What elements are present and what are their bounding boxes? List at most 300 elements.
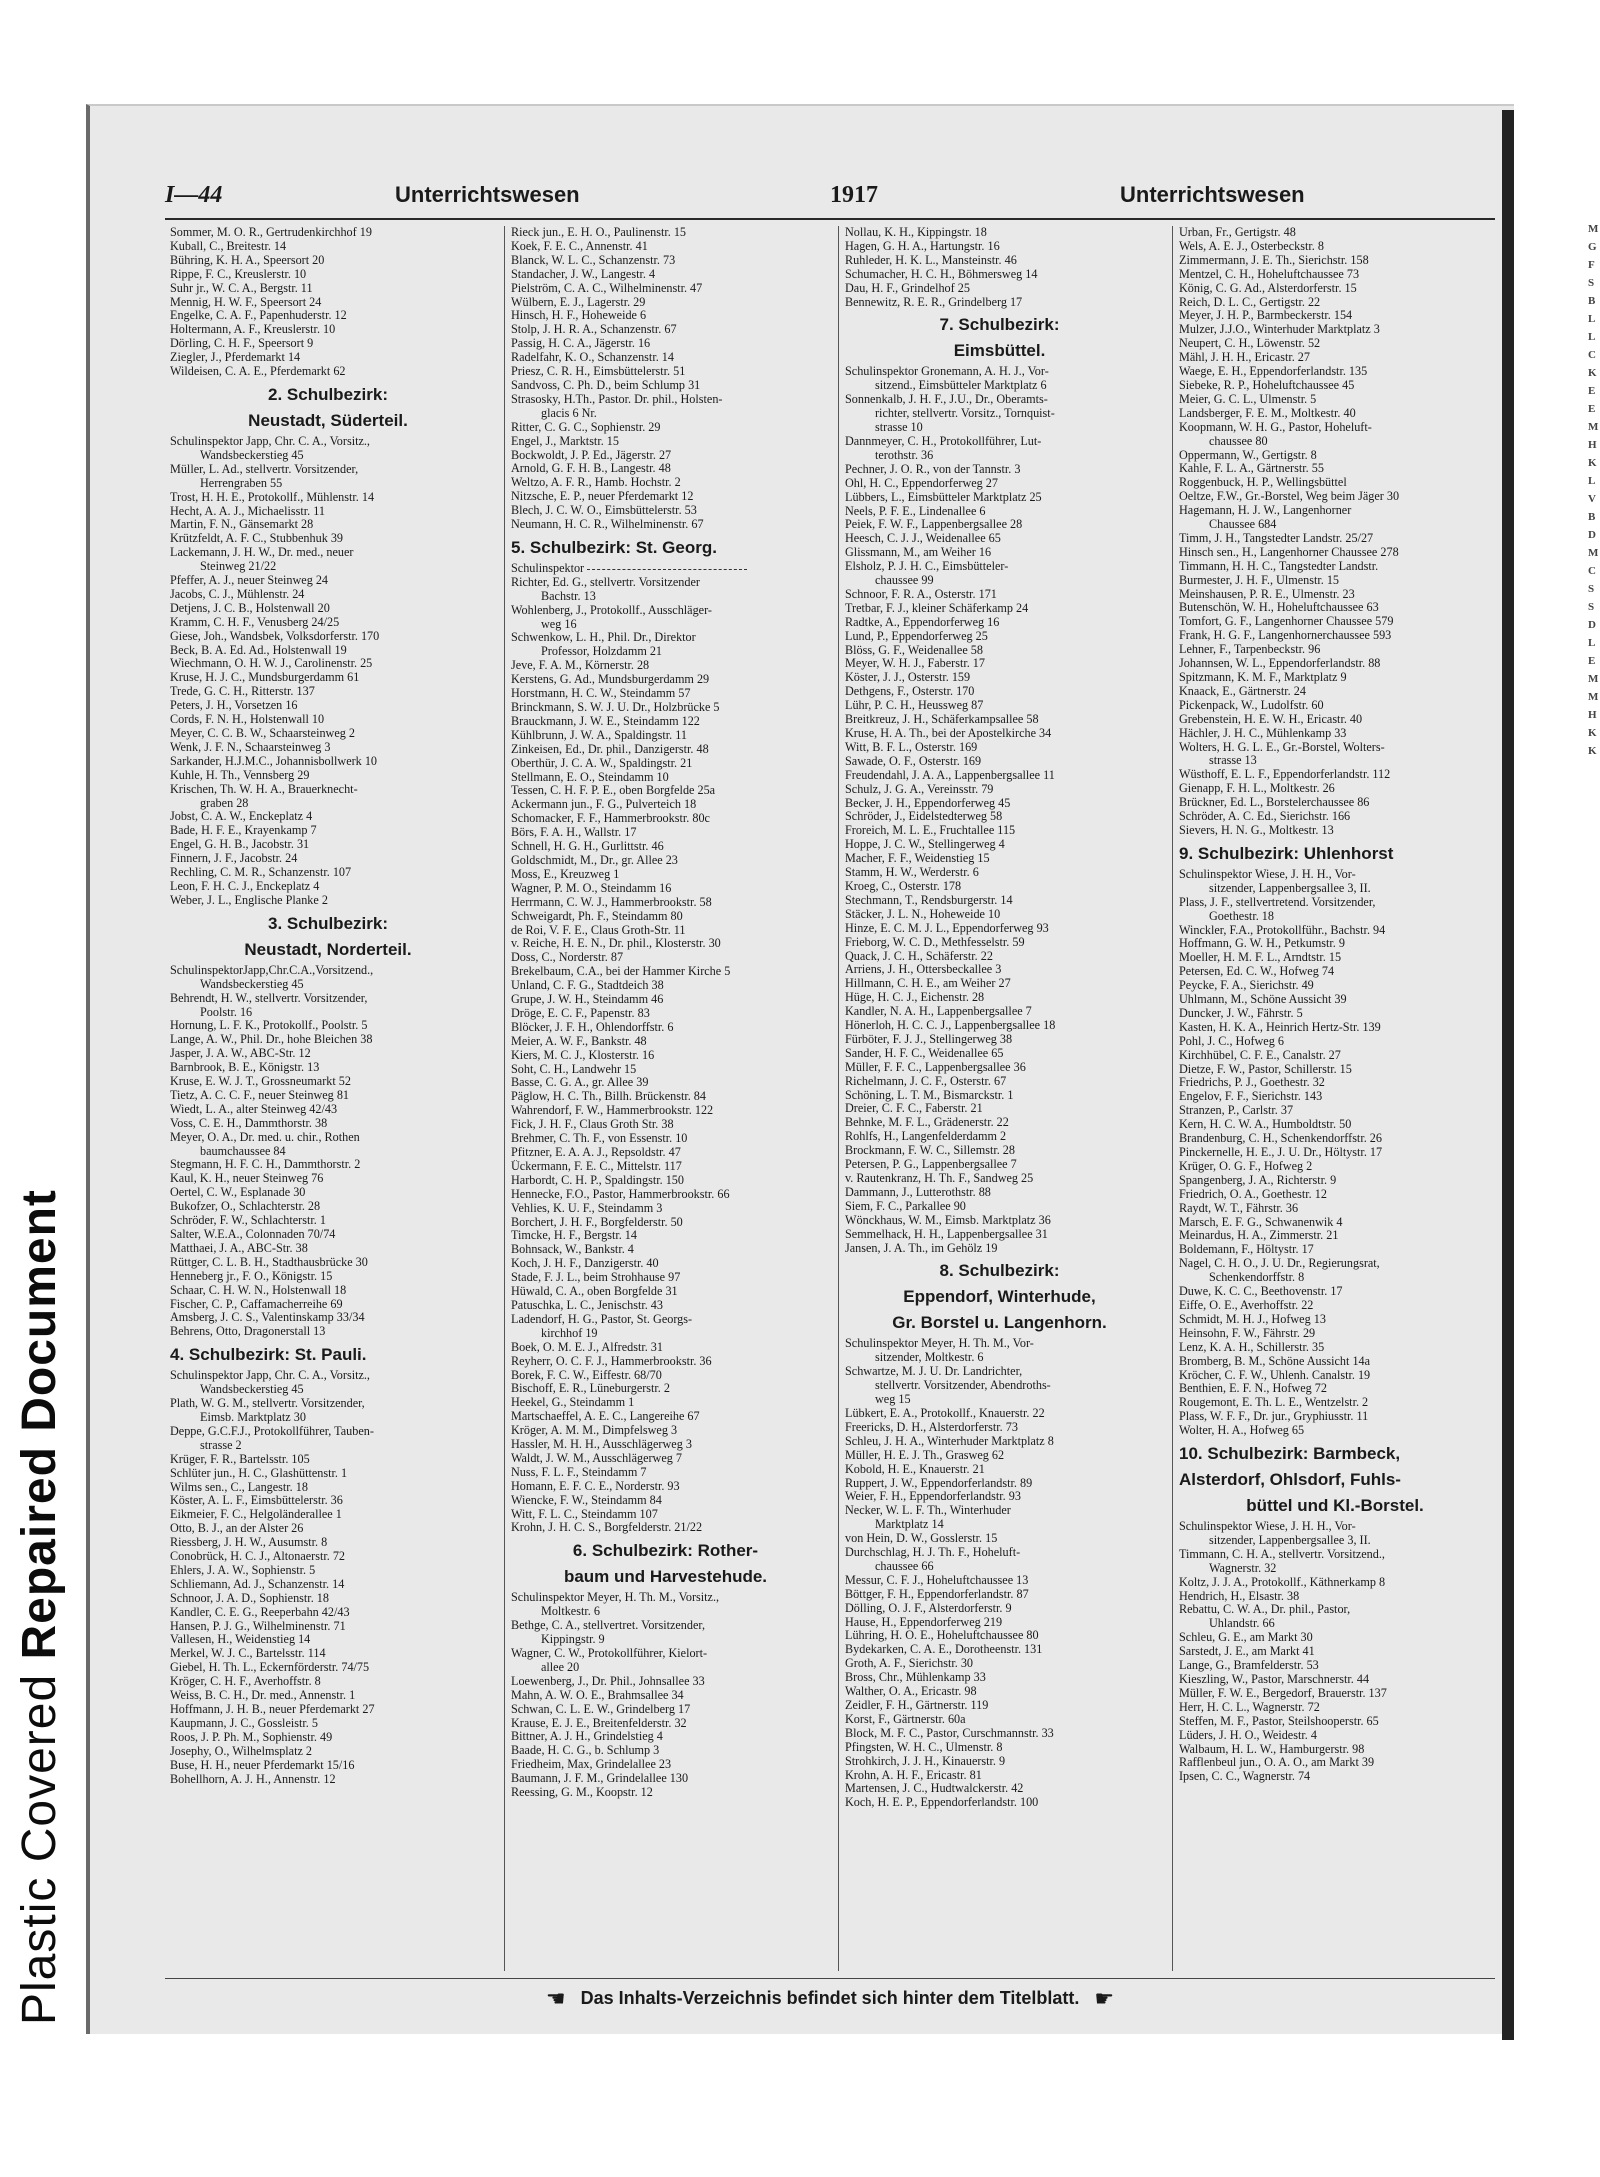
facing-page-sliver: M G F S B L L C K E E M H K L V B D M C S S D L E M M H K K bbox=[1588, 223, 1599, 757]
directory-entry: Kahle, F. L. A., Gärtnerstr. 55 bbox=[1179, 462, 1324, 476]
district-heading: baum und Harvestehude. bbox=[563, 1567, 768, 1587]
directory-entry: Friedrichs, P. J., Goethestr. 32 bbox=[1179, 1076, 1325, 1090]
directory-entry: Bross, Chr., Mühlenkamp 33 bbox=[845, 1671, 986, 1685]
directory-entry: Duwe, K. C. C., Beethovenstr. 17 bbox=[1179, 1285, 1343, 1299]
directory-entry: Soht, C. H., Landwehr 15 bbox=[511, 1062, 637, 1076]
directory-entry-continuation: terothstr. 36 bbox=[875, 448, 934, 462]
directory-entry: Schnoor, J. A. D., Sophienstr. 18 bbox=[170, 1591, 329, 1605]
directory-entry: Urban, Fr., Gertigstr. 48 bbox=[1179, 226, 1296, 239]
directory-entry: Trost, H. H. E., Protokollf., Mühlenstr. 14 bbox=[170, 490, 375, 504]
district-heading: Alsterdorf, Ohlsdorf, Fuhls- bbox=[1179, 1470, 1401, 1490]
page-header bbox=[165, 178, 1495, 220]
directory-entry: Peiek, F. W. F., Lappenbergsallee 28 bbox=[845, 518, 1023, 532]
directory-entry: Schulinspektor Meyer, H. Th. M., Vor- bbox=[845, 1337, 1034, 1351]
directory-entry: Sievers, H. N. G., Moltkestr. 13 bbox=[1179, 823, 1334, 837]
directory-entry: Voss, C. E. H., Dammthorstr. 38 bbox=[170, 1116, 328, 1130]
directory-entry: Dietze, F. W., Pastor, Schillerstr. 15 bbox=[1179, 1062, 1352, 1076]
directory-entry: Wüsthoff, E. L. F., Eppendorferlandstr. 112 bbox=[1179, 768, 1391, 782]
directory-entry-continuation: sitzend., Eimsbütteler Marktplatz 6 bbox=[875, 379, 1047, 393]
directory-entry: Rippe, F. C., Kreuslerstr. 10 bbox=[170, 267, 307, 281]
directory-entry: Koch, H. E. P., Eppendorferlandstr. 100 bbox=[845, 1796, 1039, 1810]
directory-entry: Dau, H. F., Grindelhof 25 bbox=[845, 281, 970, 295]
directory-entry: Mentzel, C. H., Hoheluftchaussee 73 bbox=[1179, 267, 1360, 281]
directory-entry: Barnbrook, B. E., Königstr. 13 bbox=[170, 1061, 320, 1075]
district-heading: 4. Schulbezirk: St. Pauli. bbox=[170, 1345, 367, 1365]
directory-entry: Frank, H. G. F., Langenhornerchaussee 593 bbox=[1179, 629, 1392, 643]
district-heading: Eppendorf, Winterhude, bbox=[903, 1287, 1096, 1307]
directory-entry: Dröge, E. C. F., Papenstr. 83 bbox=[511, 1006, 650, 1020]
directory-entry: Witt, B. F. L., Osterstr. 169 bbox=[845, 740, 978, 754]
directory-entry: Köster, A. L. F., Eimsbüttelerstr. 36 bbox=[170, 1494, 343, 1508]
directory-entry: Schulinspektor Japp, Chr. C. A., Vorsitz., bbox=[170, 434, 370, 448]
directory-entry: Salter, W.E.A., Colonnaden 70/74 bbox=[170, 1228, 336, 1241]
directory-entry: Brehmer, C. Th. F., von Essenstr. 10 bbox=[511, 1132, 688, 1146]
directory-entry: Schliemann, Ad. J., Schanzenstr. 14 bbox=[170, 1577, 345, 1591]
directory-entry: Schnoor, F. R. A., Osterstr. 171 bbox=[845, 587, 997, 601]
directory-entry: Durchschlag, H. J. Th. F., Hoheluft- bbox=[845, 1546, 1021, 1560]
directory-entry: Schulinspektor Meyer, H. Th. M., Vorsitz., bbox=[511, 1591, 720, 1605]
directory-entry-continuation: baumchaussee 84 bbox=[200, 1144, 286, 1158]
directory-entry: Lange, G., Bramfelderstr. 53 bbox=[1179, 1659, 1319, 1673]
district-heading: Neustadt, Süderteil. bbox=[248, 410, 408, 430]
directory-entry: Rebattu, C. W. A., Dr. phil., Pastor, bbox=[1179, 1603, 1351, 1617]
directory-entry: Lehner, F., Tarpenbeckstr. 96 bbox=[1179, 643, 1321, 657]
directory-entry: Engelov, F. F., Sierichstr. 143 bbox=[1179, 1090, 1323, 1104]
directory-entry: Brauckmann, J. W. E., Steindamm 122 bbox=[511, 714, 700, 728]
directory-entry: Oberthür, J. C. A. W., Spaldingstr. 21 bbox=[511, 756, 693, 770]
directory-entry-continuation: strasse 13 bbox=[1209, 754, 1257, 768]
directory-entry: Loewenberg, J., Dr. Phil., Johnsallee 33 bbox=[511, 1674, 705, 1688]
directory-entry: Spangenberg, J. A., Richterstr. 9 bbox=[1179, 1173, 1337, 1187]
directory-entry: Sarkander, H.J.M.C., Johannisbollwerk 10 bbox=[170, 754, 378, 768]
directory-entry: Detjens, J. C. B., Holstenwall 20 bbox=[170, 601, 330, 615]
directory-entry: Wildeisen, C. A. E., Pferdemarkt 62 bbox=[170, 365, 346, 379]
directory-entry: Heinsohn, F. W., Fährstr. 29 bbox=[1179, 1326, 1316, 1340]
directory-entry: Riessberg, J. H. W., Ausumstr. 8 bbox=[170, 1536, 328, 1550]
directory-entry: Schröder, A. C. Ed., Sierichstr. 166 bbox=[1179, 810, 1351, 824]
directory-entry: Kröcher, C. F. W., Uhlenh. Canalstr. 19 bbox=[1179, 1368, 1371, 1382]
district-heading: Eimsbüttel. bbox=[953, 341, 1046, 361]
directory-entry: Fürböter, F. J. J., Stellingerweg 38 bbox=[845, 1032, 1013, 1046]
directory-entry: Tietz, A. C. C. F., neuer Steinweg 81 bbox=[170, 1088, 350, 1102]
directory-entry: Ruhleder, H. K. L., Mansteinstr. 46 bbox=[845, 253, 1017, 267]
directory-entry: Stechmann, T., Rendsburgerstr. 14 bbox=[845, 893, 1013, 907]
directory-entry: Reyherr, O. C. F. J., Hammerbrookstr. 36 bbox=[511, 1354, 712, 1368]
directory-entry: Rieck jun., E. H. O., Paulinenstr. 15 bbox=[511, 226, 687, 239]
directory-entry-continuation: chaussee 80 bbox=[1209, 434, 1268, 448]
header-year: 1917 bbox=[830, 182, 878, 208]
directory-entry: Kandler, N. A. H., Lappenbergsallee 7 bbox=[845, 1005, 1032, 1019]
directory-entry: Hoppe, J. C. W., Stellingerweg 4 bbox=[845, 838, 1005, 852]
directory-entry: Eiffe, O. E., Averhoffstr. 22 bbox=[1179, 1298, 1314, 1312]
directory-entry: Krohn, A. H. F., Ericastr. 81 bbox=[845, 1768, 982, 1782]
directory-entry: Elsholz, P. J. H. C., Eimsbütteler- bbox=[845, 560, 1009, 574]
directory-entry: Kroeg, C., Osterstr. 178 bbox=[845, 879, 962, 893]
directory-entry: Eikmeier, F. C., Helgoländerallee 1 bbox=[170, 1508, 342, 1522]
directory-entry: Bohellhorn, A. J. H., Annenstr. 12 bbox=[170, 1772, 336, 1786]
directory-entry: Roos, J. P. Ph. M., Sophienstr. 49 bbox=[170, 1730, 333, 1744]
directory-entry: Schleu, J. H. A., Winterhuder Marktplatz 8 bbox=[845, 1434, 1054, 1448]
directory-entry: Lackemann, J. H. W., Dr. med., neuer bbox=[170, 546, 354, 560]
directory-entry: Arnold, G. F. H. B., Langestr. 48 bbox=[511, 462, 671, 476]
directory-entry: Kaul, K. H., neuer Steinweg 76 bbox=[170, 1172, 324, 1186]
directory-entry: Merkel, W. J. C., Bartelsstr. 114 bbox=[170, 1647, 326, 1661]
directory-entry: Dammann, J., Lutterothstr. 88 bbox=[845, 1185, 991, 1199]
directory-entry: Wenk, J. F. N., Schaarsteinweg 3 bbox=[170, 740, 331, 754]
repaired-document-stamp bbox=[10, 625, 70, 2025]
directory-entry-continuation: graben 28 bbox=[200, 796, 249, 810]
directory-entry: Schulinspektor Wiese, J. H. H., Vor- bbox=[1179, 1520, 1356, 1534]
directory-entry: Kramm, C. H. F., Venusberg 24/25 bbox=[170, 615, 340, 629]
directory-entry: Stäcker, J. L. N., Hoheweide 10 bbox=[845, 907, 1001, 921]
directory-entry: Rohlfs, H., Langenfelderdamm 2 bbox=[845, 1130, 1007, 1144]
directory-entry-continuation: allee 20 bbox=[541, 1660, 580, 1674]
directory-entry: Blanck, W. L. C., Schanzenstr. 73 bbox=[511, 253, 676, 267]
directory-entry: Müller, L. Ad., stellvertr. Vorsitzender, bbox=[170, 462, 359, 476]
directory-entry: Deppe, G.C.F.J., Protokollführer, Tauben- bbox=[170, 1424, 374, 1438]
directory-entry: Butenschön, W. H., Hoheluftchaussee 63 bbox=[1179, 601, 1379, 615]
directory-entry: Lühring, H. O. E., Hoheluftchaussee 80 bbox=[845, 1629, 1039, 1643]
directory-entry: Koek, F. E. C., Annenstr. 41 bbox=[511, 239, 648, 253]
directory-entry: Ritter, C. G. C., Sophienstr. 29 bbox=[511, 420, 661, 434]
directory-entry: Meyer, J. H. P., Barmbeckerstr. 154 bbox=[1179, 309, 1353, 323]
directory-entry: Gienapp, F. H. L., Moltkestr. 26 bbox=[1179, 782, 1335, 796]
directory-entry: Jeve, F. A. M., Körnerstr. 28 bbox=[511, 659, 650, 673]
scanned-page bbox=[86, 104, 1514, 2034]
directory-entry: Schaar, C. H. W. N., Holstenwall 18 bbox=[170, 1283, 347, 1297]
directory-entry: Blech, J. C. W. O., Eimsbüttelerstr. 53 bbox=[511, 504, 697, 518]
directory-entry: Radtke, A., Eppendorferweg 16 bbox=[845, 615, 1000, 629]
directory-entry: Bromberg, B. M., Schöne Aussicht 14a bbox=[1179, 1354, 1371, 1368]
directory-entry: Boldemann, F., Höltystr. 17 bbox=[1179, 1243, 1314, 1257]
directory-entry: Bukofzer, O., Schlachterstr. 28 bbox=[170, 1200, 321, 1214]
directory-entry: Zeidler, F. H., Gärtnerstr. 119 bbox=[845, 1699, 989, 1712]
directory-entry: Giebel, H. Th. L., Eckernförderstr. 74/75 bbox=[170, 1661, 370, 1675]
directory-entry: Oppermann, W., Gertigstr. 8 bbox=[1179, 448, 1317, 462]
directory-entry: Hinze, E. C. M. J. L., Eppendorferweg 93 bbox=[845, 921, 1049, 935]
directory-entry: Neels, P. F. E., Lindenallee 6 bbox=[845, 504, 986, 518]
directory-entry: Schnell, H. G. H., Gurlittstr. 46 bbox=[511, 840, 664, 854]
directory-entry: Arriens, J. H., Ottersbeckallee 3 bbox=[845, 963, 1002, 977]
directory-entry: Schröder, F. W., Schlachterstr. 1 bbox=[170, 1214, 326, 1228]
directory-entry: Nollau, K. H., Kippingstr. 18 bbox=[845, 226, 987, 239]
directory-entry: Lange, A. W., Phil. Dr., hohe Bleichen 38 bbox=[170, 1033, 373, 1047]
directory-entry: Ehlers, J. A. W., Sophienstr. 5 bbox=[170, 1563, 316, 1577]
directory-entry: Fick, J. H. F., Claus Groth Str. 38 bbox=[511, 1118, 674, 1132]
directory-entry: Reich, D. L. C., Gertigstr. 22 bbox=[1179, 295, 1321, 309]
directory-entry: Stegmann, H. F. C. H., Dammthorstr. 2 bbox=[170, 1158, 361, 1172]
directory-entry: Weier, F. H., Eppendorferlandstr. 93 bbox=[845, 1490, 1021, 1504]
directory-entry: Pfeffer, A. J., neuer Steinweg 24 bbox=[170, 574, 329, 588]
directory-entry: Raydt, W. T., Fährstr. 36 bbox=[1179, 1201, 1299, 1215]
directory-entry: Petersen, P. G., Lappenbergsallee 7 bbox=[845, 1158, 1017, 1172]
directory-entry: Hennecke, F.O., Pastor, Hammerbrookstr. 66 bbox=[511, 1187, 730, 1201]
directory-entry: Horstmann, H. C. W., Steindamm 57 bbox=[511, 687, 691, 701]
directory-entry-continuation: chaussee 99 bbox=[875, 574, 934, 588]
page-number: I—44 bbox=[165, 182, 223, 208]
directory-entry: Henneberg jr., F. O., Königstr. 15 bbox=[170, 1269, 333, 1283]
directory-entry: Blöcker, J. F. H., Ohlendorffstr. 6 bbox=[511, 1020, 674, 1034]
directory-entry: Müller, F. F. C., Lappenbergsallee 36 bbox=[845, 1060, 1026, 1074]
directory-entry: Schlüter jun., H. C., Glashüttenstr. 1 bbox=[170, 1466, 348, 1480]
directory-entry: Lund, P., Eppendorferweg 25 bbox=[845, 629, 988, 643]
directory-entry: Homann, E. F. C. E., Norderstr. 93 bbox=[511, 1479, 680, 1493]
directory-entry: Wagner, C. W., Protokollführer, Kielort- bbox=[511, 1647, 708, 1660]
directory-entry: Dannmeyer, C. H., Protokollführer, Lut- bbox=[845, 434, 1042, 448]
directory-entry: Hüwald, C. A., oben Borgfelde 31 bbox=[511, 1285, 678, 1299]
directory-entry: Ruppert, J. W., Eppendorferlandstr. 89 bbox=[845, 1476, 1033, 1490]
directory-entry: Steffen, M. F., Pastor, Steilshooperstr. 65 bbox=[1179, 1714, 1379, 1728]
directory-entry: Jacobs, C. J., Mühlenstr. 24 bbox=[170, 587, 305, 601]
directory-entry: Walther, O. A., Ericastr. 98 bbox=[845, 1685, 977, 1699]
directory-entry: Freericks, D. H., Alsterdorferstr. 73 bbox=[845, 1420, 1018, 1434]
stamp-bold: Repaired Document bbox=[13, 1189, 66, 1660]
directory-entry: Hagemann, H. J. W., Langenhorner bbox=[1179, 504, 1352, 518]
directory-entry: Timmann, H. H. C., Tangstedter Landstr. bbox=[1179, 559, 1379, 573]
directory-entry: Richter, Ed. G., stellvertr. Vorsitzender bbox=[511, 575, 700, 589]
page-footer bbox=[165, 1978, 1495, 2013]
directory-entry: Mähl, J. H. H., Ericastr. 27 bbox=[1179, 351, 1310, 365]
directory-entry: Kuball, C., Breitestr. 14 bbox=[170, 239, 287, 253]
directory-entry: Neupert, C. H., Löwenstr. 52 bbox=[1179, 337, 1321, 351]
directory-entry: Hecht, A. A. J., Michaelisstr. 11 bbox=[170, 504, 325, 518]
directory-entry: Hoffmann, G. W. H., Petkumstr. 9 bbox=[1179, 937, 1345, 951]
directory-entry: Petersen, Ed. C. W., Hofweg 74 bbox=[1179, 965, 1335, 979]
directory-entry: Schröder, J., Eidelstedterweg 58 bbox=[845, 810, 1003, 824]
directory-entry: Ackermann jun., F. G., Pulverteich 18 bbox=[511, 798, 697, 812]
directory-entry: Wels, A. E. J., Osterbeckstr. 8 bbox=[1179, 239, 1324, 253]
directory-entry: Behnke, M. F. L., Grädenerstr. 22 bbox=[845, 1116, 1009, 1130]
directory-entry: Pfingsten, W. H. C., Ulmenstr. 8 bbox=[845, 1740, 1003, 1754]
directory-entry: Leon, F. H. C. J., Enckeplatz 4 bbox=[170, 879, 320, 893]
directory-entry: Block, M. F. C., Pastor, Curschmannstr. 33 bbox=[845, 1726, 1054, 1740]
directory-entry: Goldschmidt, M., Dr., gr. Allee 23 bbox=[511, 853, 678, 867]
directory-entry: Heesch, C. J. J., Weidenallee 65 bbox=[845, 532, 1001, 546]
district-heading: 3. Schulbezirk: bbox=[268, 913, 388, 933]
directory-entry: Ückermann, F. E. C., Mittelstr. 117 bbox=[511, 1159, 682, 1173]
directory-entry-continuation: Bachstr. 13 bbox=[541, 589, 596, 603]
directory-entry: Engel, J., Marktstr. 15 bbox=[511, 434, 619, 448]
directory-entry: Lenz, K. A. H., Schillerstr. 35 bbox=[1179, 1340, 1325, 1354]
directory-entry: Tessen, C. H. F. P. E., oben Borgfelde 25a bbox=[511, 784, 716, 798]
pointing-hand-icon: ☛ bbox=[1094, 1986, 1115, 2012]
directory-entry: Meyer, O. A., Dr. med. u. chir., Rothen bbox=[170, 1130, 360, 1144]
directory-entry: Lühr, P. C. H., Heussweg 87 bbox=[845, 699, 984, 713]
directory-entry: Weber, J. L., Englische Planke 2 bbox=[170, 893, 328, 907]
directory-entry: Glissmann, M., am Weiher 16 bbox=[845, 546, 992, 560]
column-1 bbox=[170, 226, 490, 1971]
directory-entry: Basse, C. G. A., gr. Allee 39 bbox=[511, 1076, 649, 1090]
directory-entry: Froreich, M. L. E., Fruchtallee 115 bbox=[845, 824, 1016, 838]
directory-entry-continuation: glacis 6 Nr. bbox=[541, 406, 597, 420]
directory-entry: Schwan, C. L. E. W., Grindelberg 17 bbox=[511, 1702, 691, 1716]
directory-entry: Passig, H. C. A., Jägerstr. 16 bbox=[511, 337, 651, 351]
directory-entry: Brockmann, F. W. C., Sillemstr. 28 bbox=[845, 1144, 1015, 1158]
directory-entry: Wagner, P. M. O., Steindamm 16 bbox=[511, 881, 672, 895]
directory-entry: Päglow, H. C. Th., Billh. Brückenstr. 84 bbox=[511, 1090, 706, 1104]
directory-entry: Zinkeisen, Ed., Dr. phil., Danzigerstr. 48 bbox=[511, 742, 709, 756]
directory-entry: Borek, F. C. W., Eiffestr. 68/70 bbox=[511, 1368, 662, 1382]
directory-entry: Bydekarken, C. A. E., Dorotheenstr. 131 bbox=[845, 1643, 1043, 1657]
directory-entry-continuation: strasse 10 bbox=[875, 421, 923, 435]
directory-entry: Koltz, J. J. A., Protokollf., Käthnerkamp 8 bbox=[1179, 1575, 1386, 1589]
directory-entry-continuation: Kippingstr. 9 bbox=[541, 1633, 605, 1647]
directory-entry: Ipsen, C. C., Wagnerstr. 74 bbox=[1179, 1770, 1311, 1784]
directory-entry: Plath, W. G. M., stellvertr. Vorsitzender, bbox=[170, 1397, 365, 1411]
directory-entry: Meier, A. W. F., Bankstr. 48 bbox=[511, 1034, 647, 1048]
page-right-edge bbox=[1502, 110, 1514, 2040]
directory-entry: Peters, J. H., Vorsetzen 16 bbox=[170, 699, 298, 713]
directory-entry: Witt, F. L. C., Steindamm 107 bbox=[511, 1507, 658, 1521]
directory-entry: Lübkert, E. A., Protokollf., Knauerstr. 22 bbox=[845, 1406, 1045, 1420]
directory-entry: Mahn, A. W. O. E., Brahmsallee 34 bbox=[511, 1688, 684, 1702]
directory-entry: Marsch, E. F. G., Schwanenwik 4 bbox=[1179, 1215, 1343, 1229]
directory-entry: Richelmann, J. C. F., Osterstr. 67 bbox=[845, 1074, 1007, 1088]
directory-entry: Sawade, O. F., Osterstr. 169 bbox=[845, 754, 982, 768]
directory-entry: Kirchhübel, C. F. E., Canalstr. 27 bbox=[1179, 1048, 1341, 1062]
directory-entry: Kandler, C. E. G., Reeperbahn 42/43 bbox=[170, 1605, 350, 1619]
directory-entry: Giese, Joh., Wandsbek, Volksdorferstr. 170 bbox=[170, 629, 380, 643]
directory-entry: Borchert, J. H. F., Borgfelderstr. 50 bbox=[511, 1215, 683, 1229]
directory-entry: Timmann, C. H. A., stellvertr. Vorsitzend., bbox=[1179, 1547, 1385, 1561]
directory-entry: v. Reiche, H. E. N., Dr. phil., Klosterstr. 30 bbox=[511, 937, 721, 951]
district-heading: 7. Schulbezirk: bbox=[939, 315, 1060, 335]
directory-entry: Moeller, H. M. F. L., Arndtstr. 15 bbox=[1179, 951, 1342, 965]
district-heading: 9. Schulbezirk: Uhlenhorst bbox=[1179, 843, 1394, 863]
district-heading: 2. Schulbezirk: bbox=[268, 384, 388, 404]
directory-entry: Priesz, C. R. H., Eimsbüttelerstr. 51 bbox=[511, 365, 686, 379]
directory-entry-continuation: weg 16 bbox=[541, 617, 577, 631]
directory-entry: Lüders, J. H. O., Weidestr. 4 bbox=[1179, 1728, 1317, 1742]
directory-entry: Schulinspektor bbox=[511, 562, 820, 576]
directory-entry-continuation: sitzender, Lappenbergsallee 3, II. bbox=[1209, 1533, 1371, 1547]
directory-entry: Hassler, M. H. H., Ausschlägerweg 3 bbox=[511, 1438, 692, 1452]
directory-entry: Bockwoldt, J. P. Ed., Jägerstr. 27 bbox=[511, 448, 672, 462]
district-heading: 8. Schulbezirk: bbox=[939, 1261, 1060, 1281]
directory-entry: Schwenkow, L. H., Phil. Dr., Direktor bbox=[511, 631, 696, 645]
directory-entry-continuation: stellvertr. Vorsitzender, Abendroths- bbox=[875, 1379, 1051, 1393]
directory-entry: Freudendahl, J. A. A., Lappenbergsallee 11 bbox=[845, 768, 1055, 782]
directory-entry: Sonnenkalb, J. H. F., J.U., Dr., Oberamts- bbox=[845, 393, 1048, 407]
directory-entry-continuation: weg 15 bbox=[875, 1393, 911, 1407]
header-left-title: Unterrichtswesen bbox=[395, 182, 580, 207]
directory-entry: Moss, E., Kreuzweg 1 bbox=[511, 867, 620, 881]
directory-entry: Bennewitz, R. E. R., Grindelberg 17 bbox=[845, 295, 1023, 309]
directory-entry: Holtermann, A. F., Kreuslerstr. 10 bbox=[170, 323, 336, 337]
directory-entry: Krischen, Th. W. H. A., Brauerknecht- bbox=[170, 782, 358, 796]
directory-entry: Meier, G. C. L., Ulmenstr. 5 bbox=[1179, 392, 1317, 406]
column-2 bbox=[504, 226, 824, 1971]
directory-entry: Schwartze, M. J. U. Dr. Landrichter, bbox=[845, 1365, 1023, 1379]
directory-entry: Suhr jr., W. C. A., Bergstr. 11 bbox=[170, 281, 313, 295]
directory-entry: Martensen, J. C., Hudtwalckerstr. 42 bbox=[845, 1782, 1024, 1796]
directory-entry: Beck, B. A. Ed. Ad., Holstenwall 19 bbox=[170, 643, 347, 657]
district-heading: 6. Schulbezirk: Rother- bbox=[572, 1541, 759, 1561]
directory-entry: Schomacker, F. F., Hammerbrookstr. 80c bbox=[511, 812, 710, 826]
directory-entry: Standacher, J. W., Langestr. 4 bbox=[511, 267, 656, 281]
directory-entry: Ohl, H. C., Eppendorferweg 27 bbox=[845, 476, 998, 490]
directory-entry: Wahrendorf, F. W., Hammerbrookstr. 122 bbox=[511, 1104, 714, 1118]
directory-entry: Plass, J. F., stellvertretend. Vorsitzender, bbox=[1179, 895, 1376, 909]
directory-entry: Oeltze, F.W., Gr.-Borstel, Weg beim Jäger 30 bbox=[1179, 490, 1400, 504]
directory-entry-continuation: Professor, Holzdamm 21 bbox=[541, 645, 663, 659]
directory-entry: von Hein, D. W., Gosslerstr. 15 bbox=[845, 1532, 998, 1546]
column-3 bbox=[838, 226, 1158, 1971]
directory-entry: Friedrich, O. A., Goethestr. 12 bbox=[1179, 1187, 1327, 1201]
directory-entry: Ladendorf, H. G., Pastor, St. Georgs- bbox=[511, 1312, 693, 1326]
directory-entry-continuation: Eimsb. Marktplatz 30 bbox=[200, 1410, 306, 1424]
directory-entry: Strohkirch, J. J. H., Kinauerstr. 9 bbox=[845, 1754, 1006, 1768]
directory-entry: Grupe, J. W. H., Steindamm 46 bbox=[511, 993, 664, 1007]
directory-entry: Herr, H. C. L., Wagnerstr. 72 bbox=[1179, 1700, 1320, 1714]
directory-entry: Heekel, G., Steindamm 1 bbox=[511, 1396, 635, 1410]
directory-entry: Kieszling, W., Pastor, Marschnerstr. 44 bbox=[1179, 1673, 1370, 1686]
directory-entry: Boek, O. M. E. J., Alfredstr. 31 bbox=[511, 1340, 663, 1354]
directory-entry: Rougemont, E. Th. L. E., Wentzelstr. 2 bbox=[1179, 1396, 1369, 1410]
directory-entry: Hornung, L. F. K., Protokollf., Poolstr. 5 bbox=[170, 1019, 368, 1033]
directory-entry-continuation: strasse 2 bbox=[200, 1438, 242, 1452]
directory-entry: Schleu, G. E., am Markt 30 bbox=[1179, 1631, 1313, 1645]
footer-text: Das Inhalts-Verzeichnis befindet sich hinter dem Titelblatt. bbox=[580, 1988, 1080, 2008]
directory-entry: Baumann, J. F. M., Grindelallee 130 bbox=[511, 1772, 689, 1786]
directory-entry: Jasper, J. A. W., ABC-Str. 12 bbox=[170, 1047, 311, 1061]
directory-entry: Jansen, J. A. Th., im Gehölz 19 bbox=[845, 1241, 998, 1255]
directory-entry: Kröger, C. H. F., Averhoffstr. 8 bbox=[170, 1675, 321, 1689]
directory-entry: Stranzen, P., Carlstr. 37 bbox=[1179, 1104, 1294, 1118]
directory-entry: Waldt, J. W. M., Ausschlägerweg 7 bbox=[511, 1451, 682, 1465]
directory-entry: Pinckernelle, H. E., J. U. Dr., Höltystr. 17 bbox=[1179, 1146, 1383, 1159]
district-heading: 5. Schulbezirk: St. Georg. bbox=[511, 537, 717, 557]
directory-entry: Reessing, G. M., Koopstr. 12 bbox=[511, 1786, 653, 1800]
directory-entry: Plass, W. F. F., Dr. jur., Gryphiusstr. 11 bbox=[1179, 1410, 1369, 1424]
directory-entry: Meyer, C. C. B. W., Schaarsteinweg 2 bbox=[170, 727, 356, 740]
directory-entry: Müller, F. W. E., Bergedorf, Brauerstr. 137 bbox=[1179, 1686, 1387, 1700]
directory-entry: Pfitzner, E. A. A. J., Repsoldstr. 47 bbox=[511, 1146, 681, 1159]
directory-entry: Breitkreuz, J. H., Schäferkampsallee 58 bbox=[845, 713, 1039, 727]
directory-entry: Kaupmann, J. C., Gossleistr. 5 bbox=[170, 1716, 318, 1730]
directory-entry: Schulinspektor Gronemann, A. H. J., Vor- bbox=[845, 365, 1049, 379]
header-right-title: Unterrichtswesen bbox=[1120, 182, 1305, 207]
directory-entry: Hansen, P. J. G., Wilhelminenstr. 71 bbox=[170, 1619, 346, 1633]
directory-entry: Hendrich, H., Elsastr. 38 bbox=[1179, 1589, 1300, 1603]
directory-entry: Trede, G. C. H., Ritterstr. 137 bbox=[170, 685, 315, 699]
directory-entry: Behrens, Otto, Dragonerstall 13 bbox=[170, 1325, 326, 1339]
directory-entry: Pohl, J. C., Hofweg 6 bbox=[1179, 1034, 1284, 1048]
directory-entry: Friedheim, Max, Grindelallee 23 bbox=[511, 1758, 672, 1772]
directory-entry: Matthaei, J. A., ABC-Str. 38 bbox=[170, 1241, 308, 1255]
directory-entry: Martschaeffel, A. E. C., Langereihe 67 bbox=[511, 1410, 700, 1424]
directory-entry: Strasosky, H.Th., Pastor. Dr. phil., Holsten- bbox=[511, 392, 723, 406]
directory-entry: Schulinspektor Wiese, J. H. H., Vor- bbox=[1179, 867, 1356, 881]
directory-entry: Korst, F., Gärtnerstr. 60a bbox=[845, 1712, 966, 1726]
directory-entry: Hillmann, C. H. E., am Weiher 27 bbox=[845, 977, 1011, 991]
directory-entry: Kern, H. C. W. A., Humboldtstr. 50 bbox=[1179, 1118, 1352, 1132]
directory-entry: Wiedt, L. A., alter Steinweg 42/43 bbox=[170, 1102, 338, 1116]
directory-entry: Kerstens, G. Ad., Mundsburgerdamm 29 bbox=[511, 673, 710, 687]
directory-entry: Spitzmann, K. M. F., Marktplatz 9 bbox=[1179, 671, 1347, 684]
directory-entry: Kruse, H. A. Th., bei der Apostelkirche 34 bbox=[845, 727, 1052, 740]
directory-entry: Timcke, H. F., Bergstr. 14 bbox=[511, 1229, 637, 1243]
directory-entry: Johannsen, W. L., Eppendorferlandstr. 88 bbox=[1179, 657, 1381, 671]
directory-entry-continuation: Poolstr. 16 bbox=[200, 1005, 253, 1019]
directory-entry: Meinshausen, P. R. E., Ulmenstr. 23 bbox=[1179, 587, 1355, 601]
directory-entry: Siem, F. C., Parkallee 90 bbox=[845, 1199, 966, 1213]
directory-entry-continuation: Wandsbeckerstieg 45 bbox=[200, 1383, 304, 1397]
directory-entry: Stade, F. J. L., beim Strohhause 97 bbox=[511, 1271, 681, 1285]
directory-entry: Nagel, C. H. O., J. U. Dr., Regierungsrat, bbox=[1179, 1257, 1380, 1271]
directory-entry: Finnern, J. F., Jacobstr. 24 bbox=[170, 852, 298, 866]
directory-entry: Grebenstein, H. E. W. H., Ericastr. 40 bbox=[1179, 712, 1363, 726]
